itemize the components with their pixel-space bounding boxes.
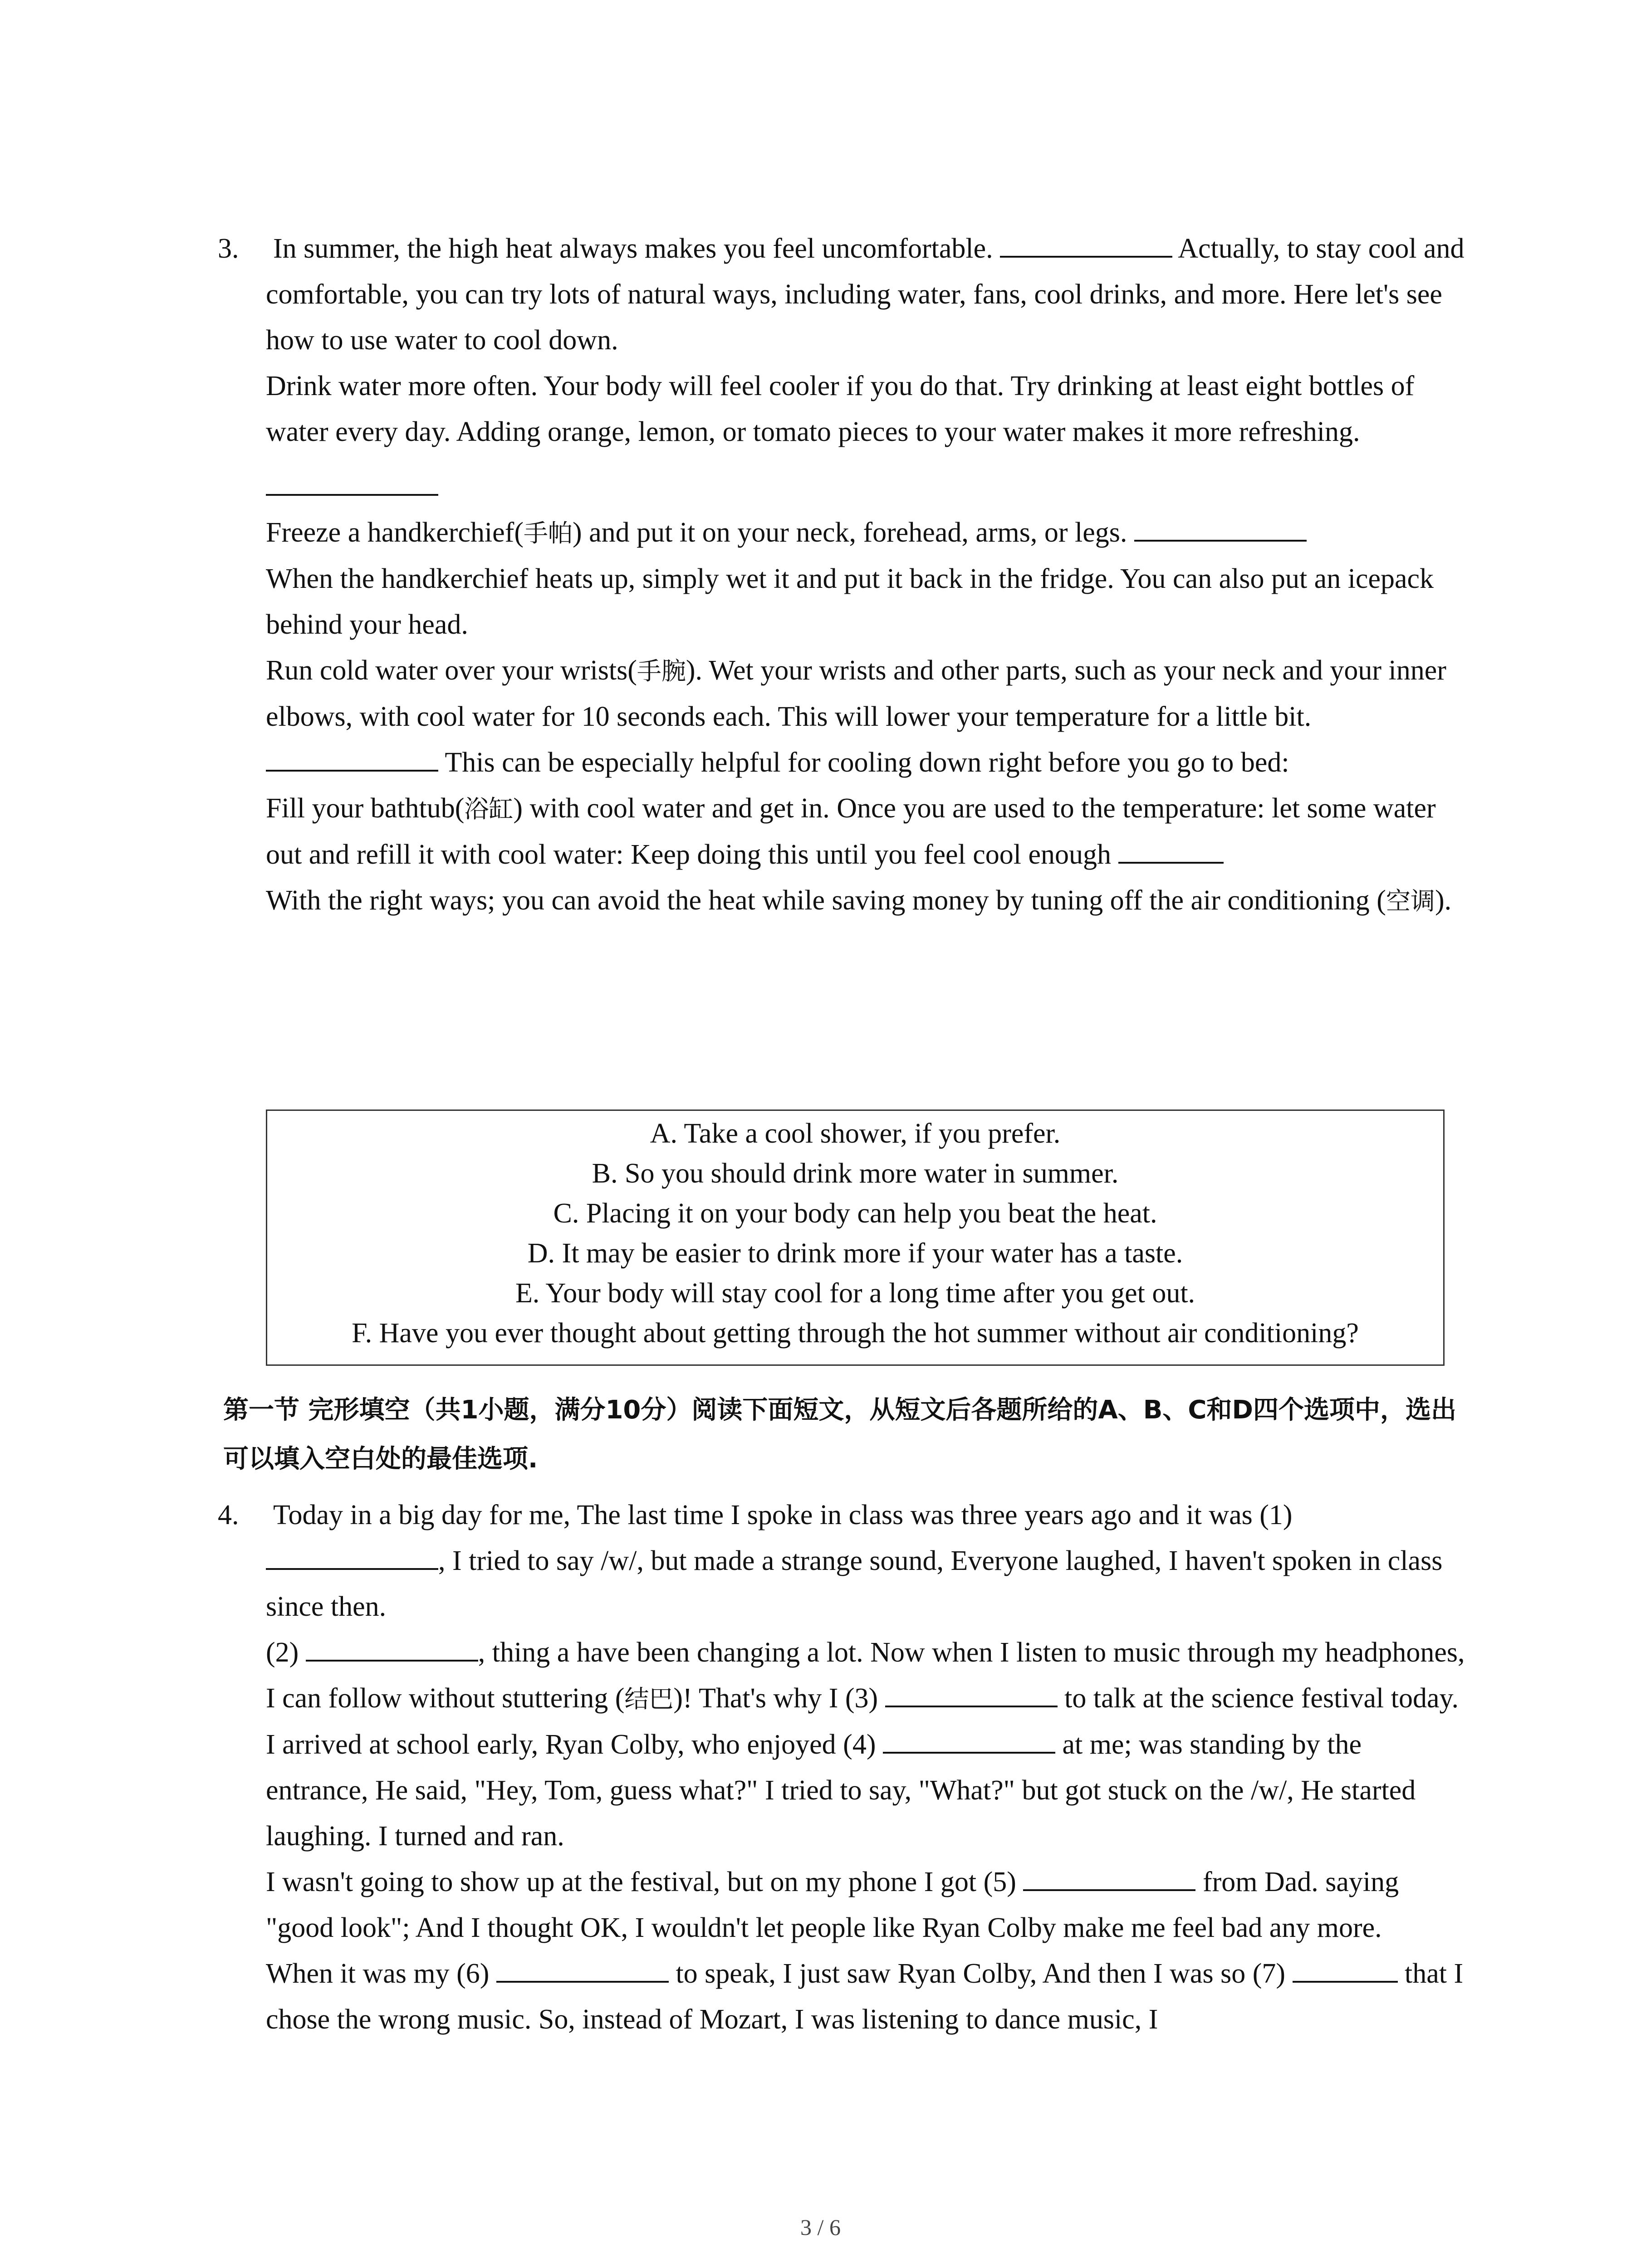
question-4 (218, 1492, 1466, 2043)
answer-blank-4[interactable] (266, 743, 438, 772)
cloze-blank-7[interactable] (1293, 1955, 1398, 1983)
cloze-blank-1[interactable] (266, 1542, 438, 1570)
section-heading: 第一节 完形填空（共1小题，满分10分）阅读下面短文，从短文后各题所给的A、B、C和D四个选项中，选出可以填入空白处的最佳选项. (223, 1395, 1456, 1474)
paragraph: In summer, the high heat always makes you feel uncomfortable. Actually, to stay cool and comfortable, you can try lots of natural ways, including water, fans, cool drinks, and more. Here let's see how to use water to cool down. (266, 226, 1466, 363)
paragraph: When it was my (6) to speak, I just saw Ryan Colby, And then I was so (7) that I chose the wrong music. So, instead of Mozart, I was listening to dance music, I (266, 1951, 1466, 2043)
answer-blank-3[interactable] (1134, 513, 1307, 542)
page-number: 3 / 6 (800, 2214, 841, 2240)
answer-blank-1[interactable] (1000, 230, 1172, 258)
option-d: D. It may be easier to drink more if your water has a taste. (527, 1238, 1183, 1269)
question-number: 3. (218, 233, 239, 264)
answer-blank-2[interactable] (266, 468, 438, 496)
cloze-blank-5[interactable] (1023, 1863, 1195, 1891)
cloze-blank-3[interactable] (885, 1679, 1058, 1707)
paragraph: Run cold water over your wrists(手腕). Wet your wrists and other parts, such as your neck and your inner elbows, with cool water for 10 seconds each. This will lower your temperature for a little bit. This can be especially helpful for cooling down right before you go to bed: (266, 655, 1446, 778)
cloze-blank-4[interactable] (883, 1725, 1055, 1754)
paragraph: (2) , thing a have been changing a lot. Now when I listen to music through my headphones, I can follow without stuttering (结巴)! That's why I (3) to talk at the science festival today. (266, 1630, 1466, 1722)
paragraph: Today in a big day for me, The last time I spoke in class was three years ago and it was (1) , I tried to say /w/, but made a strange sound, Everyone laughed, I haven't spoken in class since then. (266, 1500, 1443, 1622)
question-3-text (266, 226, 1466, 924)
answer-blank-5[interactable] (1118, 836, 1224, 864)
question-3 (218, 226, 1466, 924)
paragraph: Fill your bathtub(浴缸) with cool water and get in. Once you are used to the temperature: let some water out and refill it with cool water: Keep doing this until you feel cool enough (266, 793, 1436, 870)
paragraph: I wasn't going to show up at the festival, but on my phone I got (5) from Dad. saying "good look"; And I thought OK, I wouldn't let people like Ryan Colby make me feel bad any more. (266, 1859, 1466, 1951)
cloze-blank-2[interactable] (306, 1633, 478, 1662)
option-a: A. Take a cool shower, if you prefer. (650, 1118, 1061, 1149)
cloze-blank-6[interactable] (496, 1955, 669, 1983)
paragraph (266, 464, 1466, 510)
paragraph: Drink water more often. Your body will feel cooler if you do that. Try drinking at least eight bottles of water every day. Adding orange, lemon, or tomato pieces to your water makes it more refreshing. (266, 371, 1415, 447)
options-box (266, 1110, 1445, 1366)
question-number: 4. (218, 1500, 239, 1530)
option-c: C. Placing it on your body can help you beat the heat. (553, 1198, 1157, 1229)
option-e: E. Your body will stay cool for a long time after you get out. (515, 1278, 1195, 1309)
option-b: B. So you should drink more water in summer. (592, 1158, 1119, 1189)
paragraph: Freeze a handkerchief(手帕) and put it on your neck, forehead, arms, or legs. (266, 510, 1466, 556)
question-4-text (266, 1492, 1466, 2043)
paragraph: I arrived at school early, Ryan Colby, who enjoyed (4) at me; was standing by the entrance, He said, "Hey, Tom, guess what?" I tried to say, "What?" but got stuck on the /w/, He started laughing. I turned and ran. (266, 1722, 1466, 1859)
option-f: F. Have you ever thought about getting through the hot summer without air conditioning? (352, 1318, 1359, 1349)
paragraph: When the handkerchief heats up, simply wet it and put it back in the fridge. You can also put an icepack behind your head. (266, 563, 1434, 640)
paragraph: With the right ways; you can avoid the heat while saving money by tuning off the air conditioning (空调). (266, 885, 1452, 916)
